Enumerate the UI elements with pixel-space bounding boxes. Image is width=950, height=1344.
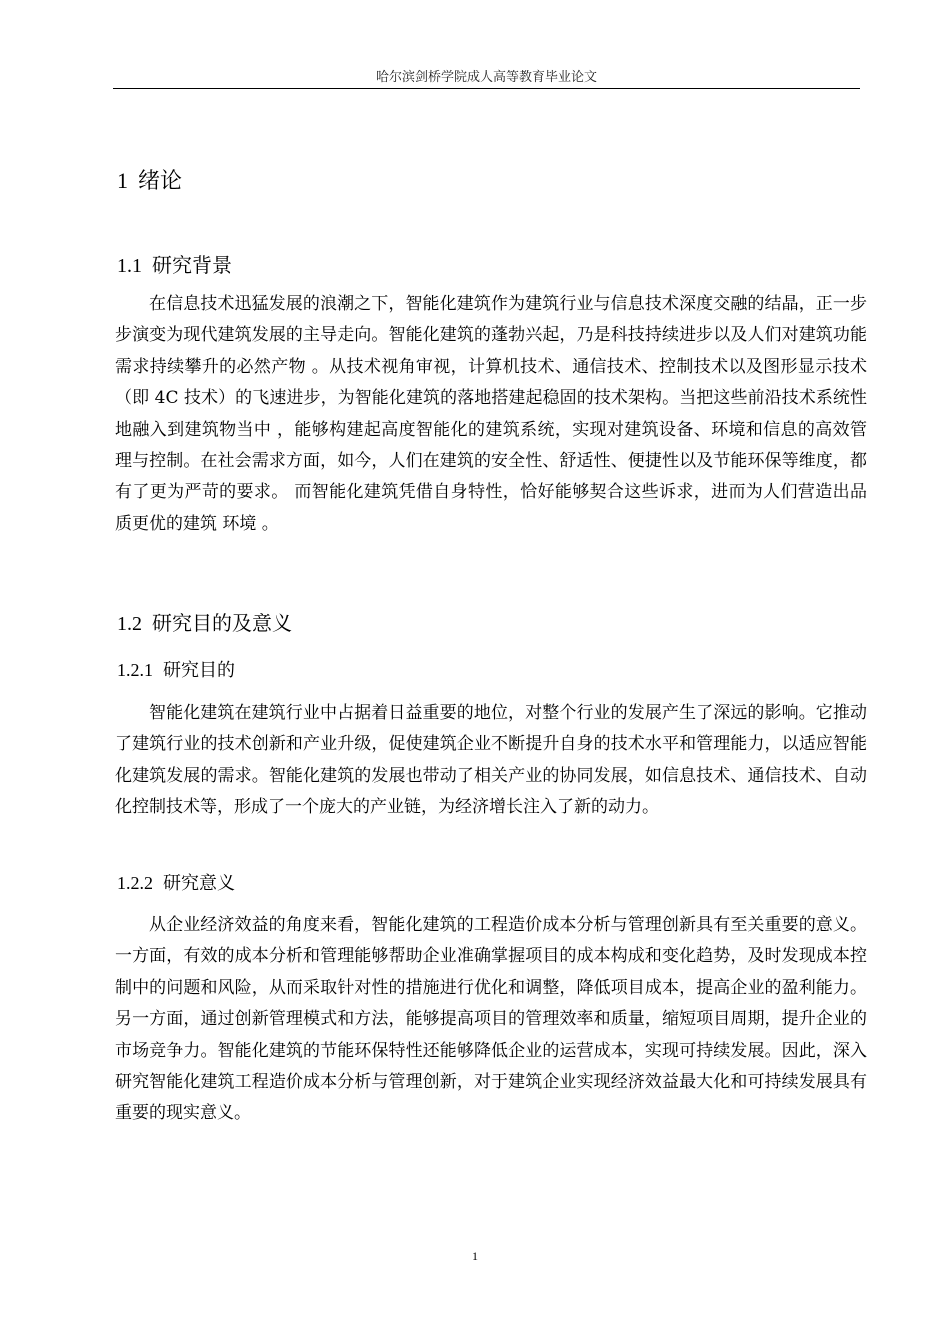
subsection-title: 研究意义 bbox=[163, 873, 235, 894]
page-number: 1 bbox=[472, 1249, 478, 1263]
section-title: 研究背景 bbox=[152, 253, 232, 277]
subsection-heading-significance bbox=[117, 869, 235, 895]
subsection-heading-purpose bbox=[117, 656, 235, 682]
chapter-title: 绪论 bbox=[138, 169, 183, 194]
section-heading-background bbox=[117, 249, 232, 278]
section-heading-purpose-significance bbox=[117, 607, 292, 636]
section-title: 研究目的及意义 bbox=[152, 611, 292, 635]
paragraph-significance: 从企业经济效益的角度来看，智能化建筑的工程造价成本分析与管理创新具有至关重要的意义。一方面，有效的成本分析和管理能够帮助企业准确掌握项目的成本构成和变化趋势，及时发现成本控制中的问题和风险，从而采取针对性的措施进行优化和调整，降低项目成本，提高企业的盈利能力。另一方面，通过创新管理模式和方法，能够提高项目的管理效率和质量，缩短项目周期，提升企业的市场竞争力。智能化建筑的节能环保特性还能够降低企业的运营成本，实现可持续发展。因此，深入研究智能化建筑工程造价成本分析与管理创新，对于建筑企业实现经济效益最大化和可持续发展具有重要的现实意义。 bbox=[115, 915, 867, 1124]
header-divider bbox=[113, 88, 860, 89]
subsection-title: 研究目的 bbox=[163, 660, 235, 681]
subsection-number: 1.2.2 bbox=[117, 873, 153, 893]
section-number: 1.1 bbox=[117, 255, 142, 277]
paragraph-purpose: 智能化建筑在建筑行业中占据着日益重要的地位，对整个行业的发展产生了深远的影响。它推动了建筑行业的技术创新和产业升级，促使建筑企业不断提升自身的技术水平和管理能力，以适应智能化建筑发展的需求。智能化建筑的发展也带动了相关产业的协同发展，如信息技术、通信技术、自动化控制技术等，形成了一个庞大的产业链，为经济增长注入了新的动力。 bbox=[115, 703, 867, 818]
paragraph-background: 在信息技术迅猛发展的浪潮之下，智能化建筑作为建筑行业与信息技术深度交融的结晶，正一步步演变为现代建筑发展的主导走向。智能化建筑的蓬勃兴起，乃是科技持续进步以及人们对建筑功能需求持续攀升的必然产物 。从技术视角审视，计算机技术、通信技术、控制技术以及图形显示技术（即 4C 技术）的飞速进步，为智能化建筑的落地搭建起稳固的技术架构。当把这些前沿技术系统性地融入到建筑物当中 ，能够构建起高度智能化的建筑系统，实现对建筑设备、环境和信息的高效管理与控制。在社会需求方面，如今，人们在建筑的安全性、舒适性、便捷性以及节能环保等维度，都有了更为严苛的要求。 而智能化建筑凭借自身特性，恰好能够契合这些诉求，进而为人们营造出品质更优的建筑 环境 。 bbox=[115, 294, 867, 534]
header-title: 哈尔滨剑桥学院成人高等教育毕业论文 bbox=[375, 70, 597, 85]
section-number: 1.2 bbox=[117, 613, 142, 635]
chapter-number: 1 bbox=[117, 168, 128, 193]
chapter-heading bbox=[117, 164, 182, 195]
subsection-number: 1.2.1 bbox=[117, 660, 153, 680]
